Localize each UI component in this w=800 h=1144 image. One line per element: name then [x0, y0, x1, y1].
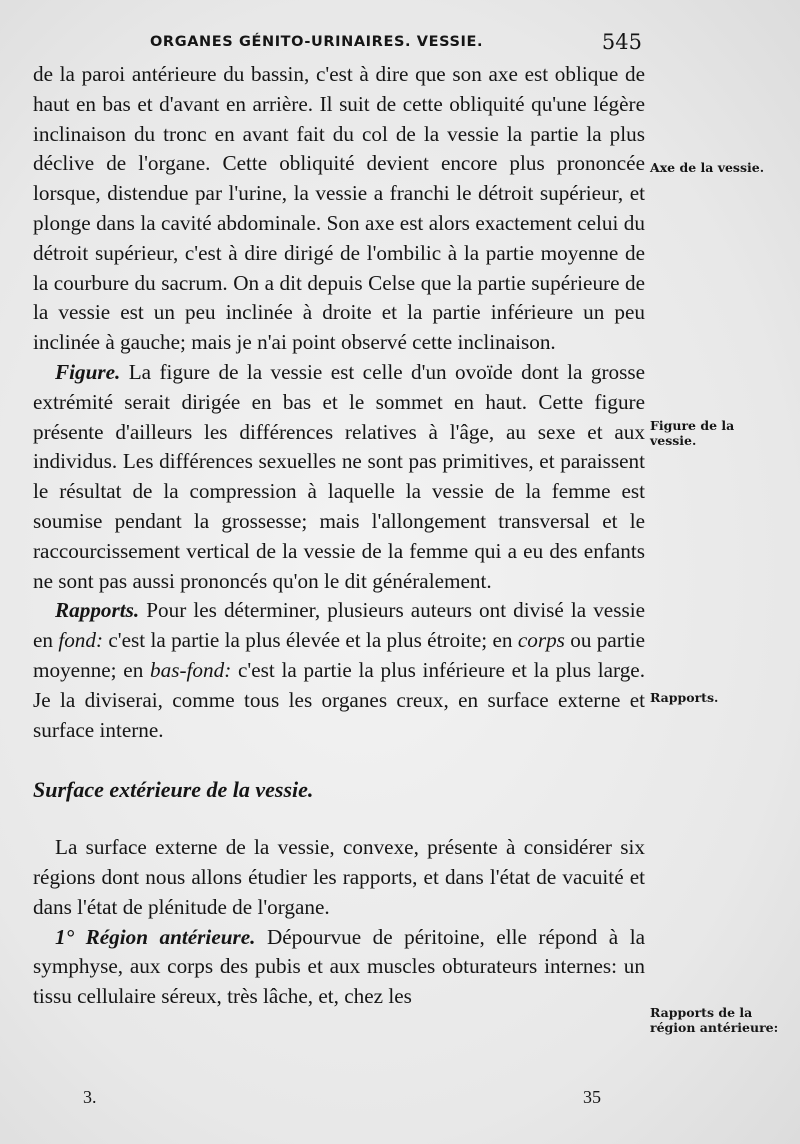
paragraph-figure	[33, 358, 645, 596]
section-heading: Surface extérieure de la vessie.	[33, 777, 314, 803]
margin-note-axe: Axe de la vessie.	[650, 160, 765, 175]
page-number: 545	[601, 30, 642, 54]
paragraph-lead: Figure.	[55, 359, 121, 384]
page-header	[150, 30, 642, 58]
paragraph-surface: La surface externe de la vessie, convexe, présente à considérer six régions dont nous allons étudier les rapports, et dans l'état de vacuité et dans l'état de plénitude de l'organe.	[33, 835, 645, 919]
paragraph-lead: Rapports.	[55, 598, 140, 623]
running-head: ORGANES GÉNITO-URINAIRES. VESSIE.	[150, 34, 484, 50]
signature-mark: 3.	[83, 1087, 97, 1107]
term-corps: corps	[517, 628, 565, 653]
paragraph-region-anterieure	[33, 923, 645, 1012]
paragraph-text: c'est la partie la plus inférieure et la plus large. Je la diviserai, comme tous les organes creux, en surface externe et surface interne.	[33, 657, 645, 742]
paragraph-orientation: de la paroi antérieure du bassin, c'est à dire que son axe est oblique de haut en bas et d'avant en arrière. Il suit de cette obliquité qu'une légère inclinaison du tronc en avant fait du col de la vessie la partie la plus déclive de l'organe. Cette obliquité devient encore plus prononcée lorsque, distendue par l'urine, la vessie a franchi le détroit supérieur, et plonge dans la cavité abdominale. Son axe est alors exactement celui du détroit supérieur, c'est à dire dirigé de l'ombilic à la partie moyenne de la courbure du sacrum. On a dit depuis Celse que la partie supérieure de la vessie est un peu inclinée à droite et la partie inférieure un peu inclinée à gauche; mais je n'ai point observé cette inclinaison.	[33, 62, 645, 355]
sheet-number: 35	[583, 1087, 601, 1107]
margin-note-figure: Figure de la vessie.	[650, 418, 735, 448]
main-text	[33, 60, 645, 1012]
margin-note-rapports: Rapports.	[650, 690, 719, 705]
margin-note-region: Rapports de la région antérieure:	[650, 1005, 779, 1035]
paragraph-text: La figure de la vessie est celle d'un ovoïde dont la grosse extrémité serait dirigée en bas et le sommet en haut. Cette figure présente d'ailleurs les différences relatives à l'âge, au sexe et aux individus. Les différences sexuelles ne sont pas primitives, et paraissent le résultat de la compression à laquelle la vessie de la femme est soumise pendant la grossesse; mais l'allongement transversal et le raccourcissement vertical de la vessie de la femme qui a eu des enfants ne sont pas aussi prononcés qu'on le dit généralement.	[33, 359, 645, 593]
paragraph-text: c'est la partie la plus élevée et la plus étroite; en	[103, 628, 518, 653]
paragraph-lead: 1° Région antérieure.	[55, 924, 256, 949]
paragraph-text: ou partie moyenne; en	[33, 628, 646, 682]
paragraph-rapports	[33, 596, 645, 745]
term-bas-fond: bas-fond:	[150, 657, 232, 682]
paragraph-text: Pour les déterminer, plusieurs auteurs ont divisé la vessie en	[33, 598, 645, 653]
term-fond: fond:	[58, 628, 104, 653]
paragraph-text: Dépourvue de péritoine, elle répond à la symphyse, aux corps des pubis et aux muscles obturateurs internes: un tissu cellulaire séreux, très lâche, et, chez les	[33, 924, 645, 1009]
